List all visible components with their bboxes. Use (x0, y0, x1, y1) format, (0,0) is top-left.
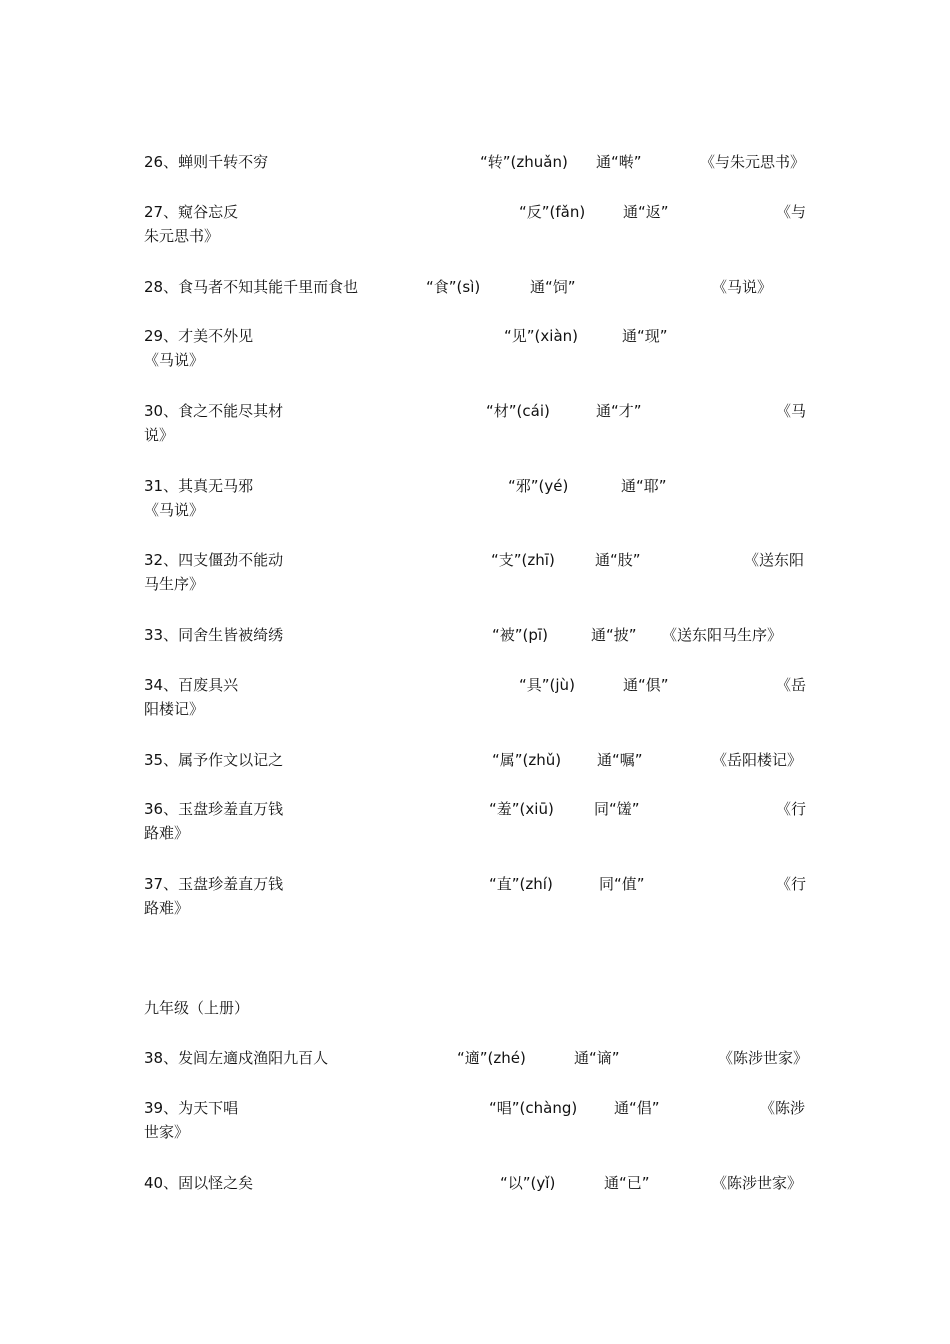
entry-sentence: 37、玉盘珍羞直万钱 (144, 875, 284, 893)
entry-source: 《马 (776, 402, 807, 420)
entry-36-source-wrap: 路难》 (144, 824, 190, 842)
entry-sentence: 27、窥谷忘反 (144, 203, 239, 221)
entry-relation: 通“耶” (621, 477, 667, 495)
entry-relation: 通“俱” (623, 676, 669, 694)
entry-37 (144, 872, 808, 896)
entry-character: “反”(fǎn) (519, 203, 586, 221)
entry-sentence: 34、百废具兴 (144, 676, 239, 694)
entry-relation: 通“已” (604, 1174, 650, 1192)
entry-sentence: 33、同舍生皆被绮绣 (144, 626, 284, 644)
entry-character: “被”(pī) (492, 626, 548, 644)
entry-29 (144, 324, 808, 348)
entry-34 (144, 673, 808, 697)
entry-source: 《陈涉世家》 (718, 1049, 809, 1067)
entry-character: “邪”(yé) (508, 477, 569, 495)
entry-sentence: 35、属予作文以记之 (144, 751, 284, 769)
entry-sentence: 32、四支僵劲不能动 (144, 551, 284, 569)
entry-source: 《送东阳马生序》 (662, 626, 783, 644)
entry-26 (144, 150, 808, 174)
entry-37-source-wrap: 路难》 (144, 899, 190, 917)
entry-relation: 通“谪” (574, 1049, 620, 1067)
entry-character: “具”(jù) (519, 676, 575, 694)
entry-28 (144, 275, 808, 299)
entry-sentence: 28、食马者不知其能千里而食也 (144, 278, 359, 296)
entry-sentence: 36、玉盘珍羞直万钱 (144, 800, 284, 818)
entry-relation: 通“倡” (614, 1099, 660, 1117)
entry-relation: 同“值” (599, 875, 645, 893)
entry-35 (144, 748, 808, 772)
entry-source: 《行 (776, 800, 807, 818)
entry-character: “唱”(chàng) (489, 1099, 578, 1117)
entry-31 (144, 474, 808, 498)
entry-sentence: 30、食之不能尽其材 (144, 402, 284, 420)
entry-relation: 通“嘱” (597, 751, 643, 769)
entry-character: “羞”(xiū) (489, 800, 554, 818)
entry-source: 《与 (776, 203, 807, 221)
entry-39 (144, 1096, 808, 1120)
entry-source: 《岳 (776, 676, 807, 694)
entry-source: 《行 (776, 875, 807, 893)
entry-source: 《与朱元思书》 (700, 153, 806, 171)
entry-character: “以”(yǐ) (500, 1174, 556, 1192)
entry-source: 《岳阳楼记》 (712, 751, 803, 769)
entry-30-source-wrap: 说》 (144, 426, 175, 444)
entry-39-source-wrap: 世家》 (144, 1123, 190, 1141)
entry-relation: 同“馐” (594, 800, 640, 818)
entry-32-source-wrap: 马生序》 (144, 575, 205, 593)
entry-source: 《马说》 (712, 278, 773, 296)
entry-38 (144, 1046, 808, 1070)
entry-relation: 通“肢” (595, 551, 641, 569)
entry-31-source-wrap: 《马说》 (144, 501, 205, 519)
entry-40 (144, 1171, 808, 1195)
entry-character: “適”(zhé) (457, 1049, 526, 1067)
entry-character: “食”(sì) (426, 278, 481, 296)
entry-36 (144, 797, 808, 821)
entry-relation: 通“披” (591, 626, 637, 644)
entry-sentence: 38、发闾左適戍渔阳九百人 (144, 1049, 329, 1067)
entry-33 (144, 623, 808, 647)
section-title: 九年级（上册） (144, 999, 250, 1017)
entry-source: 《陈涉 (760, 1099, 806, 1117)
entry-27-source-wrap: 朱元思书》 (144, 227, 220, 245)
entry-relation: 通“现” (622, 327, 668, 345)
entry-27 (144, 200, 808, 224)
entry-relation: 通“饲” (530, 278, 576, 296)
entry-relation: 通“返” (623, 203, 669, 221)
entry-sentence: 40、固以怪之矣 (144, 1174, 254, 1192)
entry-sentence: 31、其真无马邪 (144, 477, 254, 495)
entry-character: “转”(zhuǎn) (480, 153, 568, 171)
entry-32 (144, 548, 808, 572)
entry-sentence: 26、蝉则千转不穷 (144, 153, 269, 171)
entry-sentence: 29、才美不外见 (144, 327, 254, 345)
entry-character: “见”(xiàn) (504, 327, 578, 345)
entry-source: 《陈涉世家》 (712, 1174, 803, 1192)
entry-character: “属”(zhǔ) (492, 751, 562, 769)
entry-character: “支”(zhī) (491, 551, 555, 569)
entry-relation: 通“啭” (596, 153, 642, 171)
entry-relation: 通“才” (596, 402, 642, 420)
entry-source: 《送东阳 (744, 551, 805, 569)
entry-29-source-wrap: 《马说》 (144, 351, 205, 369)
entry-character: “直”(zhí) (489, 875, 553, 893)
entry-34-source-wrap: 阳楼记》 (144, 700, 205, 718)
entry-30 (144, 399, 808, 423)
entry-character: “材”(cái) (486, 402, 550, 420)
entry-sentence: 39、为天下唱 (144, 1099, 239, 1117)
